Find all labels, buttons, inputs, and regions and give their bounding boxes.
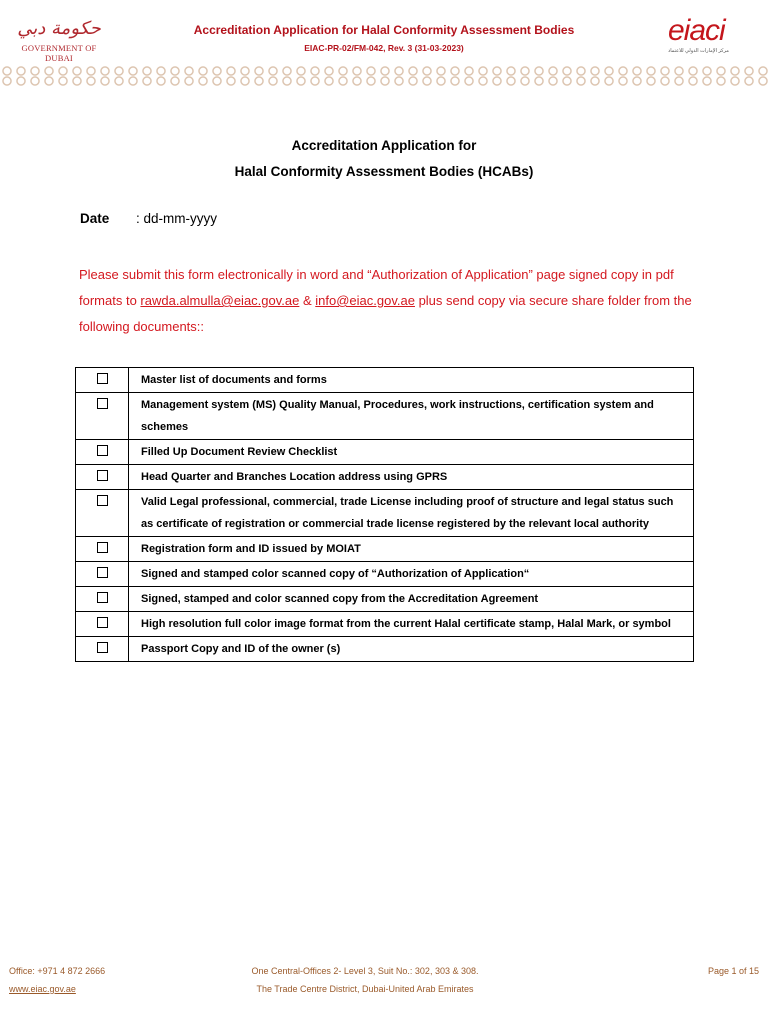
government-of-dubai-logo bbox=[12, 18, 106, 63]
footer-office-phone: Office: +971 4 872 2666 bbox=[9, 966, 106, 976]
checkbox-cell bbox=[76, 637, 129, 662]
instructions-text-2: & bbox=[299, 293, 316, 308]
checklist-item-label: Filled Up Document Review Checklist bbox=[129, 440, 694, 465]
checklist-item-label: Passport Copy and ID of the owner (s) bbox=[129, 637, 694, 662]
checkbox-cell bbox=[76, 562, 129, 587]
checklist-item-label: Registration form and ID issued by MOIAT bbox=[129, 537, 694, 562]
eiac-logo-word: eiaci bbox=[668, 14, 725, 47]
decorative-pattern-band bbox=[0, 66, 768, 86]
checkbox[interactable] bbox=[97, 398, 108, 409]
checklist-item-label: Head Quarter and Branches Location address using GPRS bbox=[129, 465, 694, 490]
document-title-line1: Accreditation Application for bbox=[291, 138, 477, 153]
email-link-info[interactable]: info@eiac.gov.ae bbox=[315, 293, 415, 308]
checklist-row bbox=[76, 490, 694, 537]
checklist-row bbox=[76, 537, 694, 562]
header-center bbox=[150, 22, 618, 55]
header-title: Accreditation Application for Halal Conformity Assessment Bodies bbox=[193, 23, 575, 37]
date-label: Date bbox=[80, 211, 110, 226]
checkbox-cell bbox=[76, 612, 129, 637]
page-footer bbox=[0, 962, 768, 1002]
checkbox-cell bbox=[76, 440, 129, 465]
checklist-item-label: Signed and stamped color scanned copy of “Authorization of Application“ bbox=[129, 562, 694, 587]
date-field[interactable]: : dd-mm-yyyy bbox=[136, 211, 217, 226]
checkbox-cell bbox=[76, 368, 129, 393]
email-link-rawda[interactable]: rawda.almulla@eiac.gov.ae bbox=[140, 293, 300, 308]
checkbox[interactable] bbox=[97, 642, 108, 653]
footer-address-line1: One Central-Offices 2- Level 3, Suit No.: 302, 303 & 308. bbox=[251, 966, 479, 976]
checklist-item-label: Signed, stamped and color scanned copy from the Accreditation Agreement bbox=[129, 587, 694, 612]
instructions-text-1: Please submit this form electronically in word and “Authorization of Application” page signed copy in pdf formats to bbox=[79, 267, 674, 308]
checklist-row bbox=[76, 637, 694, 662]
header-form-code: EIAC-PR-02/FM-042, Rev. 3 (31-03-2023) bbox=[304, 43, 464, 53]
date-row bbox=[80, 211, 217, 226]
checkbox[interactable] bbox=[97, 542, 108, 553]
checkbox[interactable] bbox=[97, 592, 108, 603]
checklist-item-label: Master list of documents and forms bbox=[129, 368, 694, 393]
dubai-logo-text: GOVERNMENT OF DUBAI bbox=[21, 43, 97, 63]
checkbox[interactable] bbox=[97, 567, 108, 578]
checklist-row bbox=[76, 393, 694, 440]
footer-website-link[interactable]: www.eiac.gov.ae bbox=[9, 984, 76, 994]
checkbox-cell bbox=[76, 537, 129, 562]
page-header bbox=[0, 0, 768, 66]
checkbox-cell bbox=[76, 465, 129, 490]
footer-page-number: Page 1 of 15 bbox=[707, 966, 759, 976]
document-title-line2: Halal Conformity Assessment Bodies (HCABs) bbox=[234, 164, 534, 179]
checkbox-cell bbox=[76, 393, 129, 440]
checklist-row bbox=[76, 465, 694, 490]
checkbox[interactable] bbox=[97, 617, 108, 628]
eiac-logo bbox=[668, 16, 756, 58]
checklist-row bbox=[76, 562, 694, 587]
documents-checklist bbox=[75, 367, 694, 662]
eiac-logo-tagline: مركز الإمارات الدولي للاعتماد bbox=[668, 48, 729, 54]
checklist-row bbox=[76, 368, 694, 393]
footer-address bbox=[190, 962, 540, 998]
checkbox-cell bbox=[76, 490, 129, 537]
document-title bbox=[0, 133, 768, 185]
dubai-logo-arabic: حكومة دبي bbox=[17, 18, 101, 39]
checkbox-cell bbox=[76, 587, 129, 612]
checkbox[interactable] bbox=[97, 373, 108, 384]
instructions-text-3: plus send copy via secure share folder from the following documents:: bbox=[79, 293, 692, 334]
checkbox[interactable] bbox=[97, 470, 108, 481]
footer-address-line2: The Trade Centre District, Dubai-United Arab Emirates bbox=[256, 984, 474, 994]
checklist-item-label: Management system (MS) Quality Manual, Procedures, work instructions, certification system and schemes bbox=[129, 393, 694, 440]
checklist-item-label: High resolution full color image format from the current Halal certificate stamp, Halal Mark, or symbol bbox=[129, 612, 694, 637]
checklist-row bbox=[76, 612, 694, 637]
checkbox[interactable] bbox=[97, 495, 108, 506]
checklist-item-label: Valid Legal professional, commercial, trade License including proof of structure and legal status such as certificate of registration or commercial trade license registered by the relevant local authority bbox=[129, 490, 694, 537]
submission-instructions bbox=[79, 262, 699, 340]
checklist-row bbox=[76, 440, 694, 465]
checklist-row bbox=[76, 587, 694, 612]
checkbox[interactable] bbox=[97, 445, 108, 456]
footer-contact bbox=[9, 962, 105, 998]
